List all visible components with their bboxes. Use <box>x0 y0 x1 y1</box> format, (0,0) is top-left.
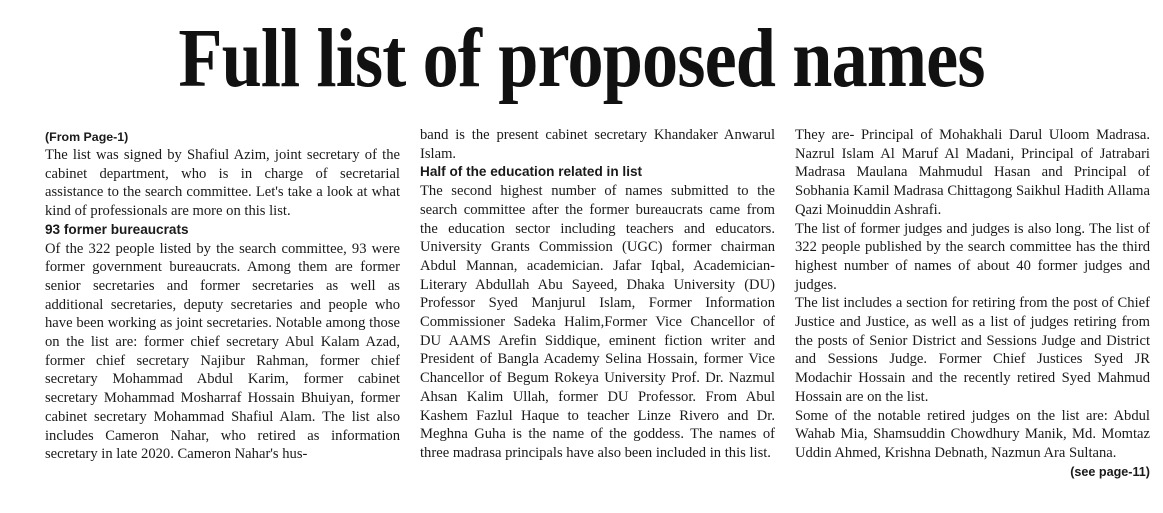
paragraph: band is the present cabinet secretary Khandaker Anwarul Islam. <box>420 127 775 162</box>
paragraph <box>795 407 1150 479</box>
article-column-1 <box>45 129 400 464</box>
headline: Full list of proposed names <box>178 12 985 105</box>
continuation-label: (From Page-1) <box>45 130 129 144</box>
paragraph: The second highest number of names submitted to the search committee after the former bureaucrats came from the education sector including teachers and educators. University Grants Commission (UGC) former chairman Abdul Mannan, academician. Jafar Iqbal, Academician-Literary Abdullah Abu Sayeed, Dhaka University (DU) Professor Syed Manjurul Islam, Former Information Commissioner Sadeka Halim,Former Vice Chancellor of DU AAMS Arefin Siddique, eminent fiction writer and President of Bangla Academy Selina Hossain, former Vice Chancellor of Begum Rokeya University Prof. Dr. Nazmul Ahsan Kalim Ullah, former DU Professor. From Abul Kashem Fazlul Haque to teacher Linze Rivero and Dr. Meghna Guha is the name of the goddess. The names of three madrasa principals have also been included in this list. <box>420 183 775 461</box>
article-column-3 <box>795 126 1150 481</box>
jump-line[interactable]: (see page-11) <box>1070 464 1150 479</box>
paragraph: The list was signed by Shafiul Azim, joint secretary of the cabinet department, who is in charge of secretarial assistance to the search committee. Let's take a look at what kind of professionals are more on this list. <box>45 147 400 220</box>
paragraph: The list of former judges and judges is also long. The list of 322 people published by the search committee has the third highest number of names of about 40 former judges and judges. <box>795 220 1150 293</box>
paragraph: Of the 322 people listed by the search committee, 93 were former government bureaucrats. Among them are former senior secretaries and former secretaries as well as additional secretaries, deputy secretaries and people who have been working as joint secretaries. Notable among those on the list are: former chief secretary Abul Kalam Azad, former chief secretary Najibur Rahman, former chief secretary Mohammad Abdul Karim, former cabinet secretary Mohammad Mosharraf Hossain Bhuiyan, former cabinet secretary Mohammad Shafiul Alam. The list also includes Cameron Nahar, who retired as information secretary in late 2020. Cameron Nahar's hus- <box>45 240 400 463</box>
paragraph: The list includes a section for retiring from the post of Chief Justice and Justice, as well as a list of judges retiring from the posts of Senior District and Sessions Judge and District and Sessions Judge. Former Chief Justices Syed JR Modachir Hossain and the recently retired Syed Mahmud Hossain are on the list. <box>795 295 1150 405</box>
paragraph: They are- Principal of Mohakhali Darul Uloom Madrasa. Nazrul Islam Al Maruf Al Madani, Principal of Jatrabari Madrasa Maulana Mahmudul Hasan and Principal of Sobhania Kamil Madrasa Chittagong Saikhul Hadith Allama Qazi Moinuddin Ashrafi. <box>795 127 1150 218</box>
subheading: 93 former bureaucrats <box>45 221 189 237</box>
article-column-2 <box>420 126 775 463</box>
paragraph-text: Some of the notable retired judges on the list are: Abdul Wahab Mia, Shamsuddin Chowdhury Manik, Md. Momtaz Uddin Ahmed, Krishna Debnath, Nazmun Ara Sultana. <box>795 407 1150 461</box>
subheading: Half of the education related in list <box>420 164 643 180</box>
